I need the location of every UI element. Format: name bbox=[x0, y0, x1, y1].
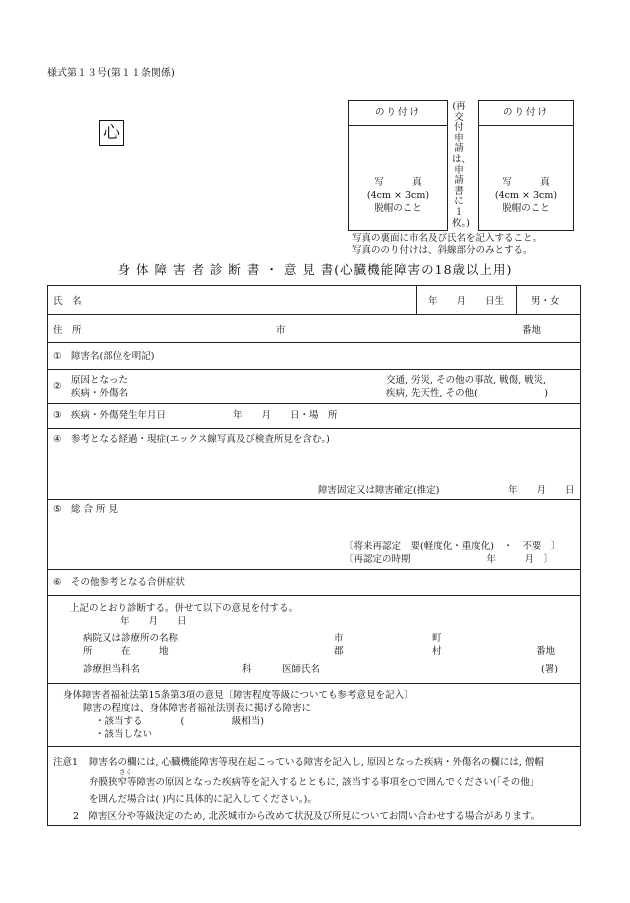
reissue-note: (再交付申請は、申請書に１枚。) bbox=[452, 101, 472, 229]
item-number: ⑥ bbox=[53, 577, 62, 588]
ruby-text: さく bbox=[119, 768, 132, 776]
note-1-line-3: を囲んだ場合は( )内に具体的に記入してください。)。 bbox=[89, 794, 317, 805]
history-label: 参考となる経過・現症(エックス線写真及び検査所見を含む。) bbox=[71, 434, 330, 445]
hospital-banchi: 番地 bbox=[536, 646, 556, 657]
complications-label: その他参考となる合併症状 bbox=[71, 577, 186, 588]
fixed-date-field[interactable]: 年 月 日 bbox=[508, 485, 575, 496]
gender-field[interactable]: 男・女 bbox=[531, 296, 560, 307]
name-field[interactable] bbox=[140, 289, 400, 311]
photo-paste-label: のり付け bbox=[479, 101, 573, 126]
hospital-gun: 郡 bbox=[334, 646, 344, 657]
disability-name-label: 障害名(部位を明記) bbox=[71, 351, 155, 362]
cause-options-2[interactable]: 疾病, 先天性, その他( ) bbox=[386, 388, 548, 399]
opinion-not-applicable[interactable]: ・該当しない bbox=[95, 729, 153, 740]
note-1-line-2: 弁膜狭窄等障害の原因となった疾病等を記入するとともに, 該当する事項を○で囲んでください(「その他」 bbox=[89, 777, 540, 788]
doctor-name-label: 医師氏名 bbox=[282, 664, 321, 675]
photo-instruction: 脱帽のこと bbox=[374, 203, 422, 214]
item-number: ⑤ bbox=[53, 504, 62, 515]
cause-options-1[interactable]: 交通, 労災, その他の事故, 戦傷, 戦災, bbox=[386, 375, 547, 386]
photo-label: 写 真 bbox=[502, 177, 550, 188]
diagnosis-date[interactable]: 年 月 日 bbox=[120, 616, 187, 627]
cause-label-2: 疾病・外傷名 bbox=[71, 388, 129, 399]
recertification-time[interactable]: 〔再認定の時期 年 月 〕 bbox=[344, 554, 554, 565]
note-1-line-1: 障害名の欄には, 心臓機能障害等現在起こっている障害を記入し, 原因となった疾病・外傷名の欄には, 僧帽 bbox=[89, 757, 544, 768]
onset-date-field[interactable]: 年 月 日・場 所 bbox=[233, 410, 338, 421]
photo-instruction: 脱帽のこと bbox=[502, 203, 550, 214]
form-number: 様式第１３号(第１１条関係) bbox=[47, 68, 175, 79]
diagnosis-statement: 上記のとおり診断する。併せて以下の意見を付する。 bbox=[70, 603, 299, 614]
photo-note-1: 写真の裏面に市名及び氏名を記入すること。 bbox=[352, 233, 543, 244]
name-label: 氏 名 bbox=[53, 296, 82, 307]
address-banchi: 番地 bbox=[522, 325, 542, 336]
note-2: 2 障害区分や等級決定のため, 北茨城市から改めて状況及び所見についてお問い合わせする場合があります。 bbox=[73, 811, 541, 822]
notes-label: 注意1 bbox=[53, 757, 79, 768]
onset-date-label: 疾病・外傷発生年月日 bbox=[71, 410, 167, 421]
address-city: 市 bbox=[276, 325, 286, 336]
photo-size: (4cm × 3cm) bbox=[494, 190, 558, 201]
hospital-town: 町 bbox=[432, 633, 442, 644]
photo-box-left bbox=[348, 100, 448, 231]
birth-date-field[interactable]: 年 月 日生 bbox=[428, 296, 505, 307]
overall-findings-label: 総 合 所 見 bbox=[71, 504, 119, 515]
hospital-city: 市 bbox=[334, 633, 344, 644]
opinion-applicable[interactable]: ・該当する ( 級相当) bbox=[95, 716, 264, 727]
photo-size: (4cm × 3cm) bbox=[366, 190, 430, 201]
opinion-line: 障害の程度は、身体障害者福祉法別表に掲げる障害に bbox=[83, 703, 312, 714]
item-number: ① bbox=[53, 351, 62, 362]
fixed-date-label: 障害固定又は障害確定(推定) bbox=[318, 485, 440, 496]
hospital-village: 村 bbox=[432, 646, 442, 657]
department-suffix: 科 bbox=[242, 664, 252, 675]
item-number: ② bbox=[53, 381, 62, 392]
address-label: 住 所 bbox=[53, 325, 82, 336]
item-number: ④ bbox=[53, 434, 62, 445]
photo-box-right bbox=[478, 100, 574, 231]
photo-label: 写 真 bbox=[374, 177, 422, 188]
signature-mark: (署) bbox=[541, 664, 558, 675]
hospital-label: 病院又は診療所の名称 bbox=[83, 633, 179, 644]
form-title: 身 体 障 害 者 診 断 書 ・ 意 見 書(心臓機能障害の18歳以上用) bbox=[117, 262, 513, 277]
cause-label-1: 原因となった bbox=[71, 375, 129, 386]
item-number: ③ bbox=[53, 410, 62, 421]
recertification-need[interactable]: 〔将来再認定 要(軽度化・重度化) ・ 不要 〕 bbox=[344, 541, 561, 552]
category-mark: 心 bbox=[99, 120, 124, 146]
photo-note-2: 写真ののり付けは、斜線部分のみとする。 bbox=[352, 245, 533, 256]
opinion-heading: 身体障害者福祉法第15条第3項の意見〔障害程度等級についても参考意見を記入〕 bbox=[63, 690, 414, 701]
hospital-address-label: 所 在 地 bbox=[83, 646, 169, 657]
department-label: 診療担当科名 bbox=[83, 664, 141, 675]
photo-paste-label: のり付け bbox=[349, 101, 447, 126]
